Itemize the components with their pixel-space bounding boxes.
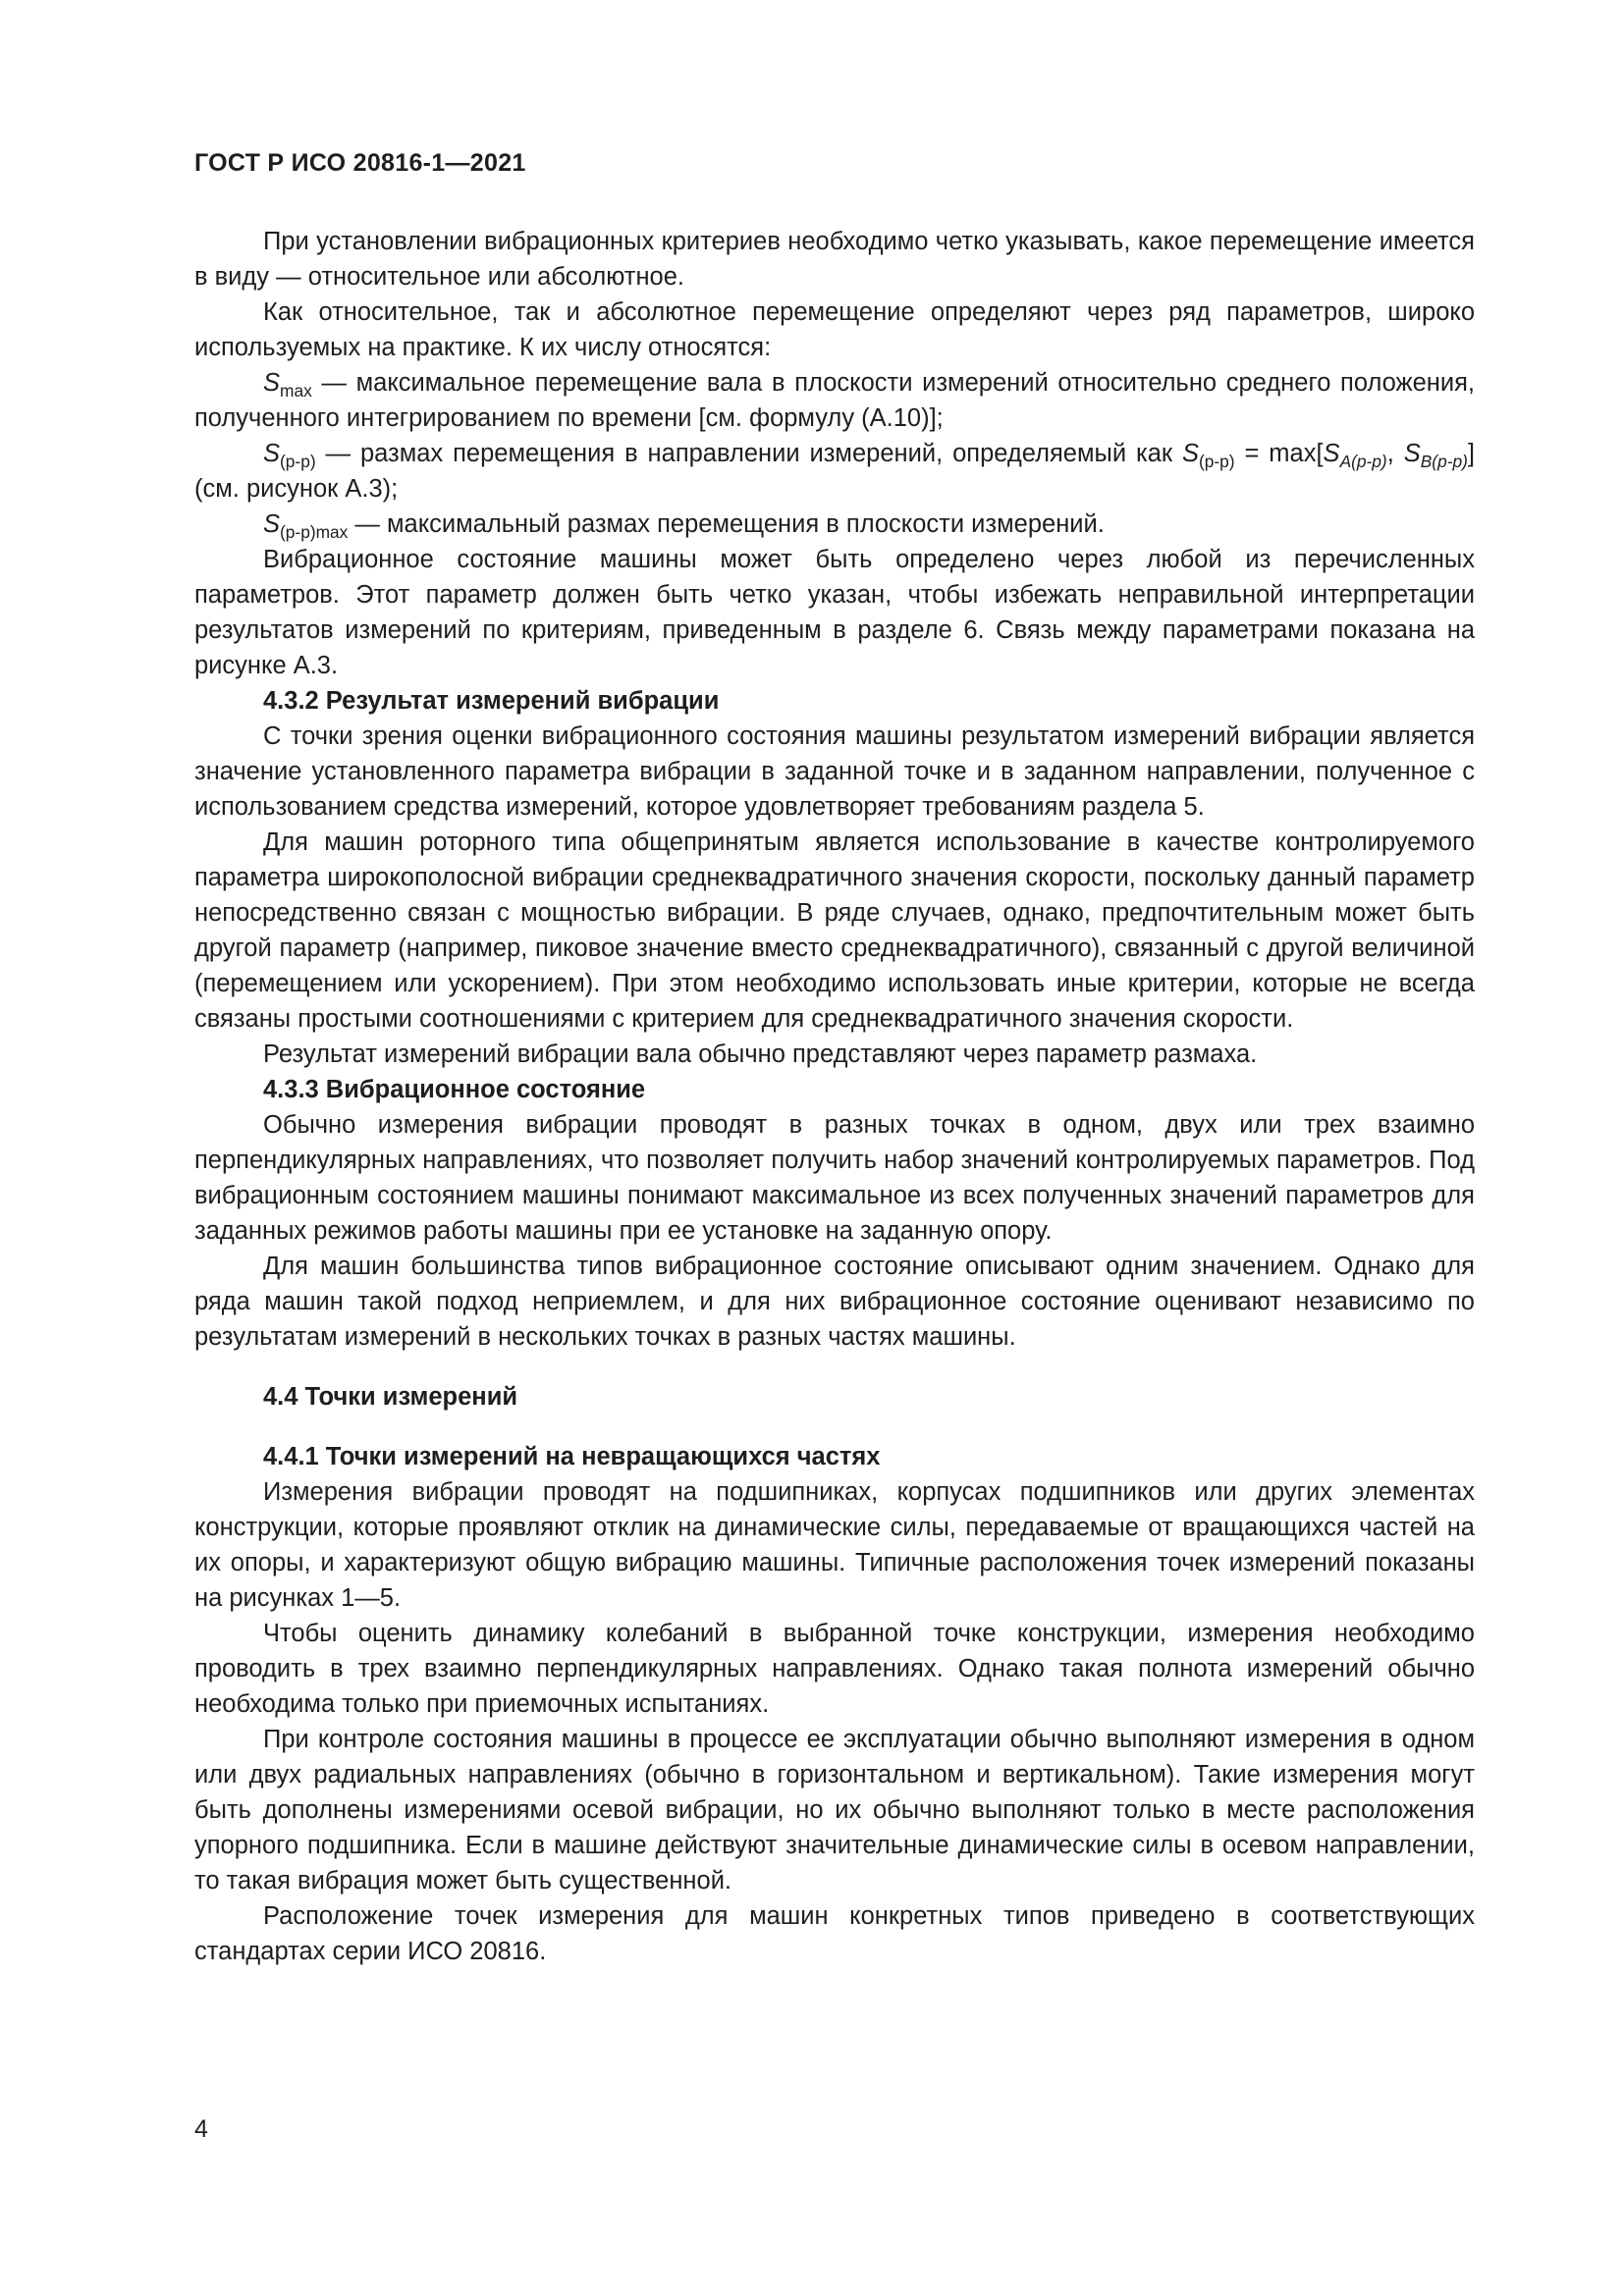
paragraph: Для машин роторного типа общепринятым является использование в качестве контролируемого параметра широкополосной вибрации среднеквадратичного значения скорости, поскольку данный параметр непосредственно связан с мощностью вибрации. В ряде случаев, однако, предпочтительным может быть другой параметр (например, пиковое значение вместо среднеквадратичного), связанный с другой величиной (перемещением или ускорением). При этом необходимо использовать иные критерии, которые не всегда связаны простыми соотношениями с критерием для среднеквадратичного значения скорости.	[194, 828, 1475, 1033]
symbol: S	[1181, 440, 1199, 467]
formula-text: ,	[1386, 440, 1404, 467]
definition: — размах перемещения в направлении измерений, определяемый как	[315, 440, 1182, 467]
symbol: S	[1403, 440, 1421, 467]
standard-header: ГОСТ Р ИСО 20816-1—2021	[194, 149, 526, 177]
symbol: S	[263, 510, 281, 538]
parameter-smax	[194, 365, 1475, 436]
section-heading-4-3-3: 4.3.3 Вибрационное состояние	[263, 1076, 646, 1103]
document-body	[194, 224, 1475, 1969]
parameter-spp	[194, 436, 1475, 507]
paragraph: Результат измерений вибрации вала обычно представляют через параметр размаха.	[263, 1041, 1258, 1068]
page-number: 4	[194, 2115, 208, 2143]
subscript: (p-p)max	[280, 522, 349, 543]
symbol: S	[263, 369, 281, 397]
section-heading-4-3-2: 4.3.2 Результат измерений вибрации	[263, 687, 720, 715]
subscript: B(p-p)	[1420, 452, 1468, 472]
paragraph: Измерения вибрации проводят на подшипниках, корпусах подшипников или других элементах конструкции, которые проявляют отклик на динамические силы, передаваемые от вращающихся частей на их опоры, и характеризуют общую вибрацию машины. Типичные расположения точек измерений показаны на рисунках 1—5.	[194, 1478, 1475, 1612]
paragraph: Для машин большинства типов вибрационное состояние описывают одним значением. Однако для ряда машин такой подход неприемлем, и для них вибрационное состояние оценивают независимо по результатам измерений в нескольких точках в разных частях машины.	[194, 1253, 1475, 1351]
paragraph: С точки зрения оценки вибрационного состояния машины результатом измерений вибрации является значение установленного параметра вибрации в заданной точке и в заданном направлении, полученное с использованием средства измерений, которое удовлетворяет требованиям раздела 5.	[194, 722, 1475, 821]
symbol: S	[1323, 440, 1340, 467]
parameter-sppmax	[194, 507, 1475, 542]
subscript: A(p-p)	[1339, 452, 1387, 472]
formula-text: ] (см. рисунок А.3);	[194, 440, 1475, 503]
paragraph: Чтобы оценить динамику колебаний в выбранной точке конструкции, измерения необходимо проводить в трех взаимно перпендикулярных направлениях. Однако такая полнота измерений обычно необходима только при приемочных испытаниях.	[194, 1620, 1475, 1718]
paragraph: При контроле состояния машины в процессе ее эксплуатации обычно выполняют измерения в одном или двух радиальных направлениях (обычно в горизонтальном и вертикальном). Такие измерения могут быть дополнены измерениями осевой вибрации, но их обычно выполняют только в месте расположения упорного подшипника. Если в машине действуют значительные динамические силы в осевом направлении, то такая вибрация может быть существенной.	[194, 1726, 1475, 1895]
subscript: (p-p)	[280, 452, 316, 472]
paragraph: Как относительное, так и абсолютное перемещение определяют через ряд параметров, широко используемых на практике. К их числу относятся:	[194, 298, 1475, 361]
definition: — максимальное перемещение вала в плоскости измерений относительно среднего положения, полученного интегрированием по времени [см. формулу (А.10)];	[194, 369, 1475, 432]
paragraph: Обычно измерения вибрации проводят в разных точках в одном, двух или трех взаимно перпендикулярных направлениях, что позволяет получить набор значений контролируемых параметров. Под вибрационным состоянием машины понимают максимальное из всех полученных значений параметров для заданных режимов работы машины при ее установке на заданную опору.	[194, 1111, 1475, 1245]
symbol: S	[263, 440, 281, 467]
paragraph: Вибрационное состояние машины может быть определено через любой из перечисленных параметров. Этот параметр должен быть четко указан, чтобы избежать неправильной интерпретации результатов измерений по критериям, приведенным в разделе 6. Связь между параметрами показана на рисунке А.3.	[194, 546, 1475, 679]
section-heading-4-4: 4.4 Точки измерений	[263, 1383, 518, 1411]
subscript: (p-p)	[1198, 452, 1235, 472]
section-heading-4-4-1: 4.4.1 Точки измерений на невращающихся частях	[263, 1443, 881, 1470]
formula-text: = max[	[1234, 440, 1324, 467]
subscript: max	[280, 381, 312, 401]
definition: — максимальный размах перемещения в плоскости измерений.	[348, 510, 1105, 538]
paragraph: Расположение точек измерения для машин конкретных типов приведено в соответствующих стандартах серии ИСО 20816.	[194, 1902, 1475, 1965]
paragraph: При установлении вибрационных критериев необходимо четко указывать, какое перемещение имеется в виду — относительное или абсолютное.	[194, 228, 1475, 291]
